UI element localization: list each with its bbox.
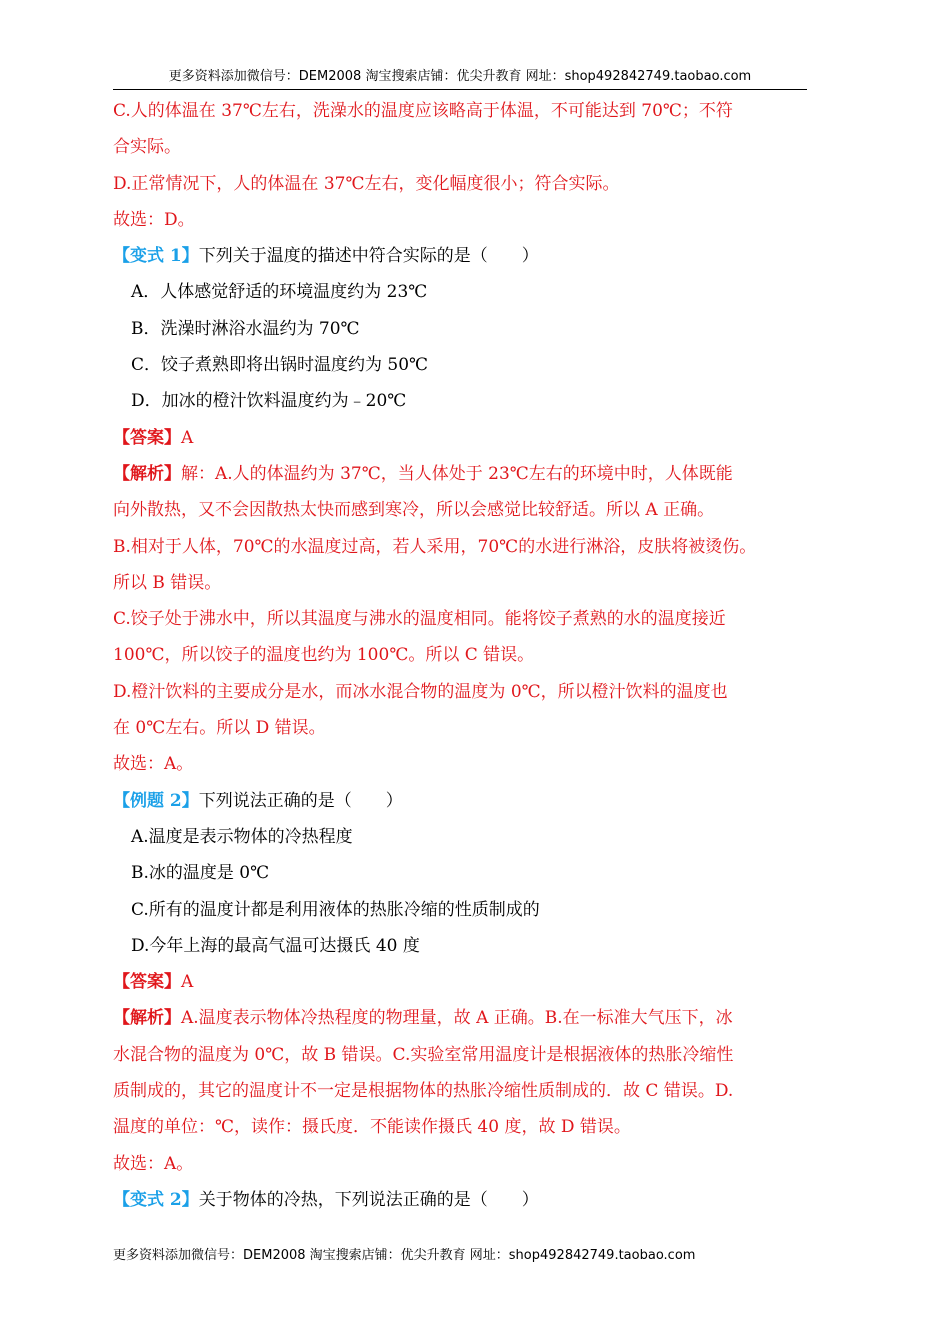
example-2-analysis-text: A.温度表示物体冷热程度的物理量，故 A 正确。B.在一标准大气压下，冰 xyxy=(181,1008,733,1029)
variant-2-tag: 【变式 2】 xyxy=(113,1189,199,1210)
example-2-answer-tag: 【答案】 xyxy=(113,972,181,993)
example-2-option-c: C.所有的温度计都是利用液体的热胀冷缩的性质制成的 xyxy=(131,899,540,920)
variant-1-answer-value: A xyxy=(181,427,194,448)
variant-1-analysis-line: 在 0℃左右。所以 D 错误。 xyxy=(113,718,326,739)
example-2-analysis-line: 温度的单位：℃，读作：摄氏度．不能读作摄氏 40 度，故 D 错误。 xyxy=(113,1117,631,1138)
prev-choice: 故选：D。 xyxy=(113,209,195,230)
variant-1-option-c: C．饺子煮熟即将出锅时温度约为 50℃ xyxy=(131,355,429,376)
variant-1-analysis-line: C.饺子处于沸水中，所以其温度与沸水的温度相同。能将饺子煮熟的水的温度接近 xyxy=(113,609,726,630)
variant-1-analysis-tag: 【解析】 xyxy=(113,463,181,484)
variant-1-answer-tag: 【答案】 xyxy=(113,427,181,448)
example-2-analysis-tag: 【解析】 xyxy=(113,1008,181,1029)
variant-1-choice: 故选：A。 xyxy=(113,754,194,775)
variant-1-analysis-line: D.橙汁饮料的主要成分是水，而冰水混合物的温度为 0℃，所以橙汁饮料的温度也 xyxy=(113,681,728,702)
variant-1-question xyxy=(113,238,825,274)
variant-1-analysis-line: 100℃，所以饺子的温度也约为 100℃。所以 C 错误。 xyxy=(113,645,535,666)
variant-1-analysis-line xyxy=(113,456,825,492)
variant-2-question-text: 关于物体的冷热，下列说法正确的是（ ） xyxy=(198,1189,539,1210)
example-2-question-text: 下列说法正确的是（ ） xyxy=(198,790,403,811)
example-2-option-d: D.今年上海的最高气温可达摄氏 40 度 xyxy=(131,935,420,956)
variant-1-analysis-text: 解：A.人的体温约为 37℃，当人体处于 23℃左右的环境中时，人体既能 xyxy=(181,463,733,484)
variant-1-question-text: 下列关于温度的描述中符合实际的是（ ） xyxy=(198,246,539,267)
page-footer: 更多资料添加微信号：DEM2008 淘宝搜索店铺：优尖升教育 网址：shop492842749.taobao.com xyxy=(113,1248,696,1263)
variant-1-option-d: D．加冰的橙汁饮料温度约为﹣20℃ xyxy=(131,391,407,412)
variant-1-analysis-line: 向外散热，又不会因散热太快而感到寒冷，所以会感觉比较舒适。所以 A 正确。 xyxy=(113,500,715,521)
example-2-tag: 【例题 2】 xyxy=(113,790,199,811)
variant-1-tag: 【变式 1】 xyxy=(113,246,199,267)
document-body xyxy=(113,93,825,1218)
example-2-option-a: A.温度是表示物体的冷热程度 xyxy=(131,826,353,847)
example-2-answer xyxy=(113,964,825,1000)
example-2-choice: 故选：A。 xyxy=(113,1153,194,1174)
variant-1-option-a: A．人体感觉舒适的环境温度约为 23℃ xyxy=(131,282,428,303)
example-2-question xyxy=(113,783,825,819)
example-2-answer-value: A xyxy=(181,972,194,993)
example-2-analysis-line xyxy=(113,1000,825,1036)
variant-1-analysis-line: B.相对于人体，70℃的水温度过高，若人采用，70℃的水进行淋浴，皮肤将被烫伤。 xyxy=(113,536,757,557)
variant-1-answer xyxy=(113,420,825,456)
example-2-analysis-line: 质制成的，其它的温度计不一定是根据物体的热胀冷缩性质制成的．故 C 错误。D. xyxy=(113,1081,734,1102)
variant-1-analysis-line: 所以 B 错误。 xyxy=(113,572,222,593)
prev-analysis-d: D.正常情况下，人的体温在 37℃左右，变化幅度很小；符合实际。 xyxy=(113,173,620,194)
prev-analysis-c-line2: 合实际。 xyxy=(113,137,181,158)
variant-1-option-b: B．洗澡时淋浴水温约为 70℃ xyxy=(131,318,360,339)
example-2-option-b: B.冰的温度是 0℃ xyxy=(131,863,270,884)
variant-2-question xyxy=(113,1182,825,1218)
page-header: 更多资料添加微信号：DEM2008 淘宝搜索店铺：优尖升教育 网址：shop492842749.taobao.com xyxy=(113,66,807,90)
prev-analysis-c-line1: C.人的体温在 37℃左右，洗澡水的温度应该略高于体温，不可能达到 70℃；不符 xyxy=(113,101,733,121)
example-2-analysis-line: 水混合物的温度为 0℃，故 B 错误。C.实验室常用温度计是根据液体的热胀冷缩性 xyxy=(113,1044,734,1065)
